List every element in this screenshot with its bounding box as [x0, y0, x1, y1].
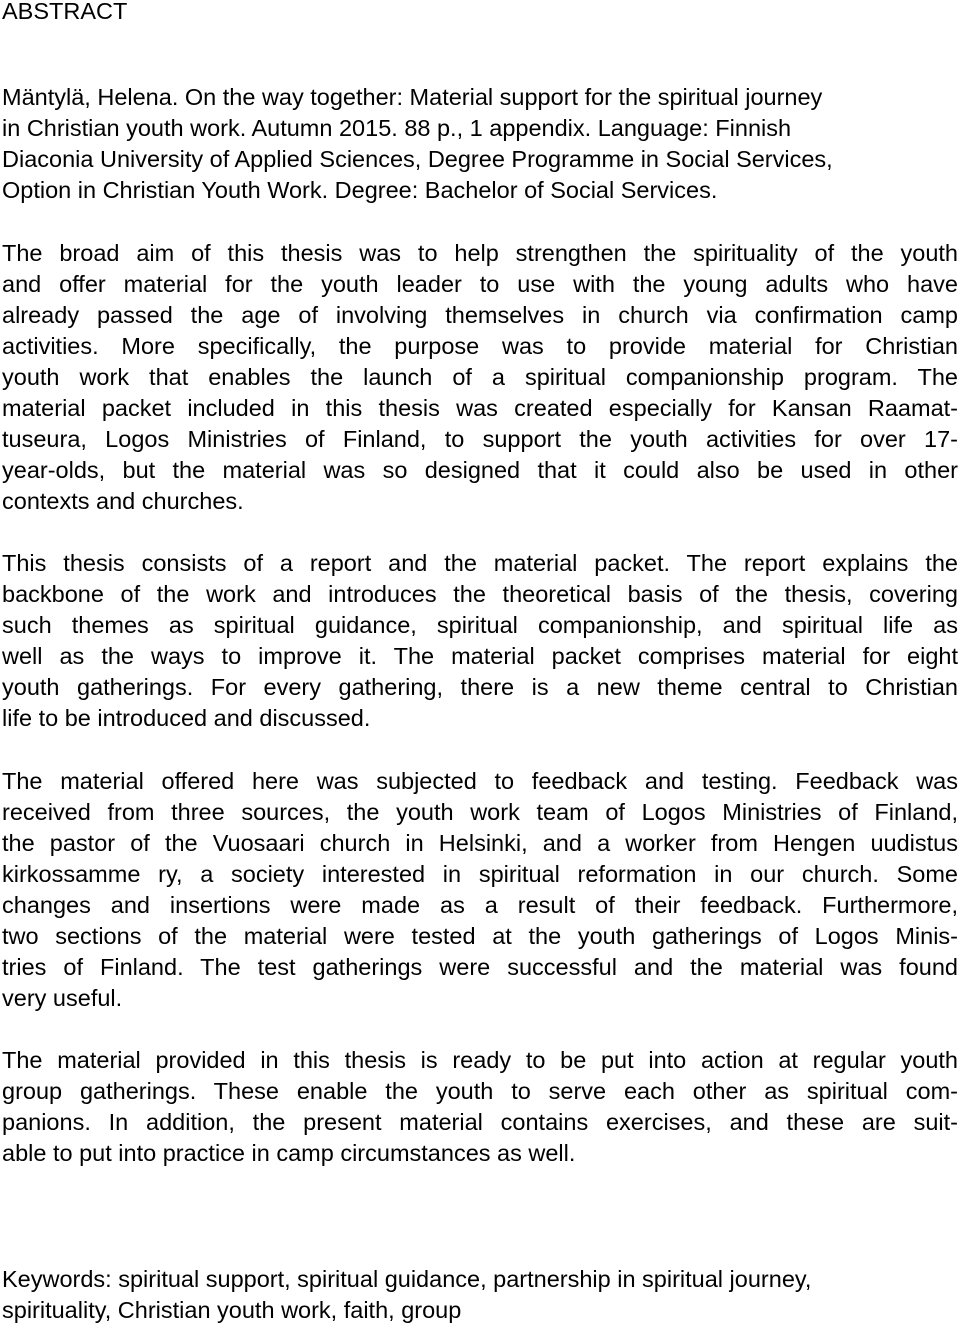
paragraph-line: The material offered here was subjected to feedback and testing. Feedback was: [2, 768, 958, 794]
paragraph-line: The material provided in this thesis is ready to be put into action at regular youth: [2, 1047, 958, 1073]
paragraph-line: This thesis consists of a report and the material packet. The report explains the: [2, 550, 958, 576]
paragraph-line: backbone of the work and introduces the theoretical basis of the thesis, covering: [2, 581, 958, 607]
paragraph-line: contexts and churches.: [2, 488, 244, 514]
keywords: [2, 1264, 958, 1326]
keywords-line: spirituality, Christian youth work, faith, group: [2, 1297, 462, 1323]
paragraph-line: life to be introduced and discussed.: [2, 705, 371, 731]
abstract-heading: ABSTRACT: [2, 0, 128, 24]
paragraph-line: activities. More specifically, the purpose was to provide material for Christian: [2, 333, 958, 359]
paragraph-line: tries of Finland. The test gatherings were successful and the material was found: [2, 954, 958, 980]
paragraph-aim: [2, 238, 958, 517]
paragraph-line: changes and insertions were made as a result of their feedback. Furthermore,: [2, 892, 958, 918]
paragraph-line: already passed the age of involving themselves in church via confirmation camp: [2, 302, 958, 328]
paragraph-conclusion: [2, 1045, 958, 1169]
bibliographic-info: [2, 82, 958, 206]
paragraph-line: able to put into practice in camp circumstances as well.: [2, 1140, 576, 1166]
paragraph-line: received from three sources, the youth work team of Logos Ministries of Finland,: [2, 799, 958, 825]
paragraph-line: and offer material for the youth leader to use with the young adults who have: [2, 271, 958, 297]
paragraph-feedback: [2, 766, 958, 1014]
paragraph-line: material packet included in this thesis was created especially for Kansan Raamat-: [2, 395, 958, 421]
paragraph-structure: [2, 548, 958, 734]
paragraph-line: group gatherings. These enable the youth to serve each other as spiritual com-: [2, 1078, 958, 1104]
paragraph-line: panions. In addition, the present material contains exercises, and these are suit-: [2, 1109, 958, 1135]
bibliography-line: Mäntylä, Helena. On the way together: Material support for the spiritual journey: [2, 84, 823, 110]
paragraph-line: year-olds, but the material was so designed that it could also be used in other: [2, 457, 958, 483]
paragraph-line: very useful.: [2, 985, 123, 1011]
paragraph-line: such themes as spiritual guidance, spiritual companionship, and spiritual life as: [2, 612, 958, 638]
paragraph-line: well as the ways to improve it. The material packet comprises material for eight: [2, 643, 958, 669]
keywords-line: Keywords: spiritual support, spiritual guidance, partnership in spiritual journey,: [2, 1266, 812, 1292]
paragraph-line: The broad aim of this thesis was to help strengthen the spirituality of the youth: [2, 240, 958, 266]
paragraph-line: youth work that enables the launch of a spiritual companionship program. The: [2, 364, 958, 390]
paragraph-line: youth gatherings. For every gathering, there is a new theme central to Christian: [2, 674, 958, 700]
bibliography-line: Option in Christian Youth Work. Degree: Bachelor of Social Services.: [2, 177, 718, 203]
paragraph-line: kirkossamme ry, a society interested in spiritual reformation in our church. Some: [2, 861, 958, 887]
paragraph-line: tuseura, Logos Ministries of Finland, to support the youth activities for over 17-: [2, 426, 958, 452]
paragraph-line: the pastor of the Vuosaari church in Helsinki, and a worker from Hengen uudistus: [2, 830, 958, 856]
paragraph-line: two sections of the material were tested at the youth gatherings of Logos Minis-: [2, 923, 958, 949]
bibliography-line: in Christian youth work. Autumn 2015. 88 p., 1 appendix. Language: Finnish: [2, 115, 792, 141]
bibliography-line: Diaconia University of Applied Sciences, Degree Programme in Social Services,: [2, 146, 833, 172]
